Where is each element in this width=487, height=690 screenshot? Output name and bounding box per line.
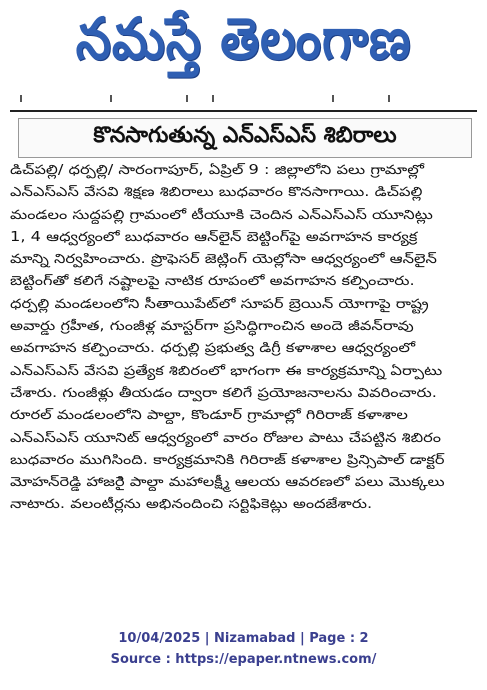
article-line: మాన్ని నిర్వహించారు. ప్రొఫెసర్ జెట్లింగ్ యెల్లోసా ఆధ్వర్యంలో ఆన్‌లైన్ [10, 252, 437, 268]
article-body [10, 160, 477, 606]
article-line: బుధవారం ముగిసింది. కార్యక్రమానికి గిరిరాజ్ కళాశాల ప్రిన్సిపాల్ డాక్టర్ [10, 452, 445, 468]
article-line: మోహన్‌రెడ్డి హాజరైి పాల్దా మహాలక్ష్మీ ఆలయ ఆవరణలో పలు మొక్కలు [10, 475, 445, 491]
article-line: ఎన్ఎస్ఎస్ వేసవి శిక్షణ శిబిరాలు బుధవారం కొనసాగాయి. డిచ్‌పల్లి [10, 185, 423, 201]
column-marks [0, 95, 487, 105]
article-line: రూరల్ మండలంలోని పాల్దా, కొండూర్ గ్రామాల్లో గిరిరాజ్ కళాశాల [10, 408, 408, 424]
article-line: ఎన్ఎస్ఎస్ వేసవి ప్రత్యేక శిబిరంలో భాగంగా ఈ కార్యక్రమాన్ని ఏర్పాటు [10, 363, 443, 379]
footer-source: Source : https://epaper.ntnews.com/ [110, 652, 377, 667]
article-line: ధర్పల్లి మండలంలోని సీతాయిపేట్‌లో సూపర్ బ్రెయిన్ యోగాపై రాష్ట్ర [10, 296, 429, 312]
article-headline: కొనసాగుతున్న ఎన్ఎస్ఎస్ శిబిరాలు [93, 123, 397, 148]
masthead [0, 0, 487, 92]
headline-box [18, 118, 472, 158]
article-line: అవగాహన కల్పించారు. ధర్పల్లి ప్రభుత్వ డిగ్రీ కళాశాల ఆధ్వర్యంలో [10, 341, 416, 357]
article-line: బెట్టింగ్‌తో కలిగే నష్టాలపై నాటిక రూపంలో అవగాహన కల్పించారు. [10, 274, 415, 290]
article-line: డిచ్‌పల్లి/ ధర్పల్లి/ సారంగాపూర్, ఏప్రిల్ 9 : జిల్లాలోని పలు గ్రామాల్లో [10, 163, 424, 178]
article-line: ఎన్ఎస్ఎస్ యూనిట్ ఆధ్వర్యంలో వారం రోజుల పాటు చేపట్టిన శిబిరం [10, 430, 442, 446]
article-line: నాటారు. వలంటీర్లను అభినందించి సర్టిఫికెట్లు అందజేశారు. [10, 497, 373, 513]
article-line: చేశారు. గుంజీళ్లు తీయడం ద్వారా కలిగే ప్రయోజనాలను వివరించారు. [10, 385, 437, 401]
newspaper-logo: నమస్తే తెలంగాణ [75, 5, 412, 72]
separator-rule [10, 110, 477, 112]
footer-date-edition: 10/04/2025 | Nizamabad | Page : 2 [118, 631, 369, 646]
article-line: 1, 4 ఆధ్వర్యంలో బుధవారం ఆన్‌లైన్ బెట్టింగ్‌పై అవగాహన కార్యక్ర [10, 229, 418, 245]
article-line: అవార్డు గ్రహీత, గుంజీళ్ల మాస్టర్‌గా ప్రసిద్ధిగాంచిన అందె జీవన్‌రావు [10, 319, 414, 335]
article-line: మండలం సుద్దపల్లి గ్రామంలో టీయూకి చెందిన ఎన్ఎస్ఎస్ యూనిట్లు [10, 207, 433, 223]
